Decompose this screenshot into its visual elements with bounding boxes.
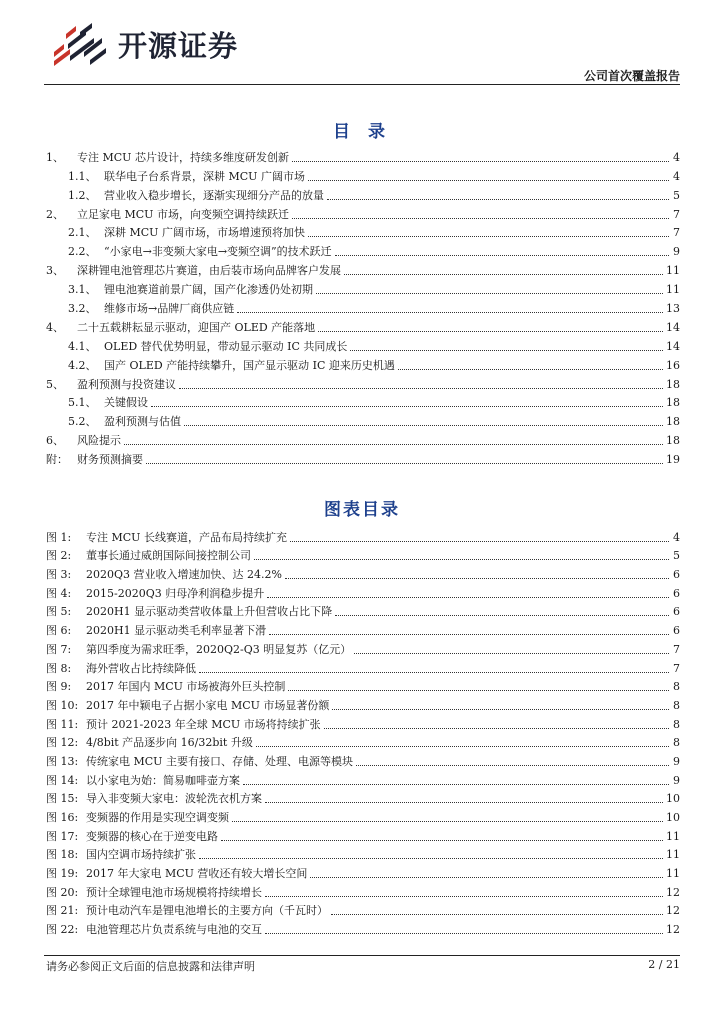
toc-entry-title: 财务预测摘要 <box>77 453 143 467</box>
dot-leader <box>124 444 663 445</box>
figure-index-link[interactable] <box>46 769 680 788</box>
toc-subsection-link[interactable] <box>46 354 680 373</box>
toc-entry-page: 18 <box>666 434 680 448</box>
figure-index-link[interactable] <box>46 694 680 713</box>
toc-subsection-link[interactable] <box>46 278 680 297</box>
figure-title: 2020Q3 营业收入增速加快、达 24.2% <box>86 568 282 582</box>
figure-page: 10 <box>666 811 680 824</box>
figure-page: 11 <box>666 867 680 881</box>
figure-index-list <box>46 526 680 937</box>
figure-page: 12 <box>666 923 680 937</box>
figure-index-link[interactable] <box>46 788 680 807</box>
toc-subsection-link[interactable] <box>46 165 680 184</box>
dot-leader <box>331 914 663 915</box>
figure-number: 图 9: <box>46 680 72 694</box>
toc-entry-page: 16 <box>666 358 680 372</box>
figure-page: 12 <box>666 885 680 899</box>
toc-entry-page: 4 <box>673 169 680 183</box>
figure-number: 图 13: <box>46 754 79 768</box>
page-number: 2 / 21 <box>648 958 680 971</box>
toc-entry-page: 18 <box>666 396 680 410</box>
toc-entry-number: 1.2、 <box>68 188 97 202</box>
dot-leader <box>221 840 663 841</box>
dot-leader <box>308 236 669 237</box>
toc-entry-page: 14 <box>666 339 680 353</box>
toc-subsection-link[interactable] <box>46 240 680 259</box>
figure-number: 图 15: <box>46 792 79 806</box>
dot-leader <box>265 896 663 897</box>
figure-page: 10 <box>666 792 680 806</box>
figure-number: 图 19: <box>46 867 79 881</box>
toc-entry-title: 专注 MCU 芯片设计，持续多维度研发创新 <box>77 150 289 164</box>
dot-leader <box>199 858 663 859</box>
toc-section-link[interactable] <box>46 316 680 335</box>
toc-title: 目 录 <box>333 122 391 142</box>
dot-leader <box>256 746 669 747</box>
dot-leader <box>344 274 663 275</box>
figure-index-link[interactable] <box>46 526 680 545</box>
dot-leader <box>318 331 663 332</box>
figure-title: 专注 MCU 长线赛道，产品布局持续扩充 <box>86 530 287 544</box>
figure-number: 图 5: <box>46 605 72 619</box>
brand-logo <box>50 22 238 66</box>
figure-title: 变频器的核心在于逆变电路 <box>86 829 218 843</box>
toc-entry-page: 5 <box>673 188 680 202</box>
figure-number: 图 12: <box>46 736 79 750</box>
toc-entry-title: 维修市场→品牌厂商供应链 <box>104 302 235 316</box>
figure-title: 2017 年大家电 MCU 营收还有较大增长空间 <box>86 867 308 881</box>
toc-entry-number: 4.2、 <box>68 358 97 372</box>
figure-index-link[interactable] <box>46 750 680 769</box>
figure-index-link[interactable] <box>46 601 680 620</box>
figure-page: 4 <box>673 530 680 544</box>
toc-subsection-link[interactable] <box>46 222 680 241</box>
figure-title: 2015-2020Q3 归母净利润稳步提升 <box>86 586 265 600</box>
toc-section-link[interactable] <box>46 429 680 448</box>
brand-mark-icon <box>50 22 108 66</box>
toc-entry-number: 5.2、 <box>68 415 97 429</box>
figure-page: 8 <box>673 680 680 694</box>
figure-page: 11 <box>666 829 680 843</box>
figure-number: 图 10: <box>46 698 79 712</box>
figure-index-link[interactable] <box>46 844 680 863</box>
figure-page: 6 <box>673 568 680 582</box>
figure-number: 图 11: <box>46 717 79 731</box>
figure-number: 图 21: <box>46 904 79 918</box>
dot-leader <box>269 634 669 635</box>
toc-entry-number: 3.1、 <box>68 283 97 297</box>
figure-number: 图 2: <box>46 549 72 563</box>
toc-section-link[interactable] <box>46 259 680 278</box>
dot-leader <box>332 709 669 710</box>
figure-page: 6 <box>673 586 680 600</box>
dot-leader <box>179 388 663 389</box>
figure-index-title: 图表目录 <box>324 500 400 520</box>
toc-section-link[interactable] <box>46 448 680 467</box>
figure-title: 传统家电 MCU 主要有接口、存储、处理、电源等模块 <box>86 754 353 768</box>
figure-index-link[interactable] <box>46 918 680 937</box>
dot-leader <box>308 180 669 181</box>
figure-title: 以小家电为始：简易咖啡壶方案 <box>86 773 240 787</box>
figure-number: 图 14: <box>46 773 79 787</box>
dot-leader <box>285 578 669 579</box>
figure-number: 图 3: <box>46 568 72 582</box>
toc-entry-title: 风险提示 <box>77 434 121 448</box>
toc-entry-title: 营业收入稳步增长，逐渐实现细分产品的放量 <box>104 188 324 202</box>
toc-entry-title: 联华电子台系背景，深耕 MCU 广阔市场 <box>104 169 305 183</box>
dot-leader <box>232 821 663 822</box>
toc-entry-number: 附： <box>46 453 68 467</box>
figure-page: 5 <box>673 549 680 563</box>
figure-page: 9 <box>673 773 680 787</box>
toc-entry-number: 3.2、 <box>68 302 97 316</box>
figure-page: 8 <box>673 736 680 750</box>
toc-entry-title: 盈利预测与估值 <box>104 415 181 429</box>
figure-index-link[interactable] <box>46 881 680 900</box>
figure-page: 8 <box>673 717 680 731</box>
figure-index-link[interactable] <box>46 657 680 676</box>
figure-title: 国内空调市场持续扩张 <box>86 848 196 862</box>
toc-entry-title: 国产 OLED 产能持续攀升，国产显示驱动 IC 迎来历史机遇 <box>104 358 395 372</box>
toc-entry-title: “小家电→非变频大家电→变频空调”的技术跃迁 <box>104 245 332 259</box>
dot-leader <box>184 425 663 426</box>
figure-index-link[interactable] <box>46 638 680 657</box>
disclaimer-note: 请务必参阅正文后面的信息披露和法律声明 <box>46 960 255 973</box>
dot-leader <box>288 690 669 691</box>
toc-entry-number: 2、 <box>46 207 64 221</box>
header-divider <box>44 84 680 85</box>
toc-entry-number: 5.1、 <box>68 396 97 410</box>
figure-title: 导入非变频大家电：波轮洗衣机方案 <box>86 792 262 806</box>
dot-leader <box>237 312 663 313</box>
dot-leader <box>398 369 663 370</box>
figure-title: 第四季度为需求旺季，2020Q2-Q3 明显复苏（亿元） <box>86 642 352 656</box>
toc-entry-number: 4.1、 <box>68 339 97 353</box>
figure-title: 变频器的作用是实现空调变频 <box>86 811 229 824</box>
figure-index-link[interactable] <box>46 582 680 601</box>
toc-entry-number: 2.1、 <box>68 226 97 240</box>
toc-subsection-link[interactable] <box>46 410 680 429</box>
figure-index-link[interactable] <box>46 713 680 732</box>
dot-leader <box>335 615 669 616</box>
toc-entry-number: 6、 <box>46 434 64 448</box>
toc-entry-page: 18 <box>666 415 680 429</box>
dot-leader <box>265 802 663 803</box>
toc-subsection-link[interactable] <box>46 297 680 316</box>
figure-index-link[interactable] <box>46 825 680 844</box>
toc-entry-number: 1、 <box>46 150 64 164</box>
toc-entry-page: 18 <box>666 377 680 391</box>
toc-entry-number: 3、 <box>46 264 64 278</box>
report-type-label: 公司首次覆盖报告 <box>583 69 680 83</box>
toc-entry-page: 13 <box>666 302 680 316</box>
figure-title: 2017 年中颖电子占据小家电 MCU 市场显著份额 <box>86 698 330 712</box>
toc-entry-title: OLED 替代优势明显，带动显示驱动 IC 共同成长 <box>104 339 348 353</box>
toc-entry-number: 1.1、 <box>68 169 97 183</box>
dot-leader <box>151 406 663 407</box>
figure-number: 图 18: <box>46 848 79 862</box>
figure-number: 图 22: <box>46 923 79 937</box>
figure-number: 图 4: <box>46 586 72 600</box>
toc-entry-title: 盈利预测与投资建议 <box>77 377 176 391</box>
toc-entry-title: 关键假设 <box>104 396 148 410</box>
figure-index-link[interactable] <box>46 676 680 695</box>
dot-leader <box>292 161 669 162</box>
toc-entry-title: 深耕锂电池管理芯片赛道，由后装市场向品牌客户发展 <box>77 264 341 278</box>
dot-leader <box>324 728 669 729</box>
figure-page: 7 <box>673 661 680 675</box>
toc-section-link[interactable] <box>46 373 680 392</box>
figure-index-link[interactable] <box>46 806 680 825</box>
figure-title: 预计 2021-2023 年全球 MCU 市场将持续扩张 <box>86 717 321 731</box>
toc-entry-page: 14 <box>666 320 680 334</box>
figure-index-link[interactable] <box>46 619 680 638</box>
figure-page: 11 <box>666 848 680 862</box>
toc-entry-page: 19 <box>666 453 680 467</box>
dot-leader <box>350 350 663 351</box>
figure-index-link[interactable] <box>46 900 680 919</box>
toc-section-link[interactable] <box>46 203 680 222</box>
figure-title: 2020H1 显示驱动类营收体量上升但营收占比下降 <box>86 605 333 619</box>
toc-entry-page: 4 <box>673 150 680 164</box>
figure-title: 2020H1 显示驱动类毛利率显著下滑 <box>86 624 267 638</box>
figure-title: 预计全球锂电池市场规模将持续增长 <box>86 885 262 899</box>
dot-leader <box>327 199 669 200</box>
toc-subsection-link[interactable] <box>46 184 680 203</box>
figure-title: 预计电动汽车是锂电池增长的主要方向（千瓦时） <box>86 904 328 918</box>
figure-page: 6 <box>673 624 680 638</box>
toc-entry-page: 7 <box>673 207 680 221</box>
figure-title: 董事长通过威朗国际间接控制公司 <box>86 549 251 563</box>
brand-name: 开源证券 <box>118 28 239 63</box>
dot-leader <box>310 877 663 878</box>
footer-divider <box>44 955 680 956</box>
toc-entry-title: 锂电池赛道前景广阔，国产化渗透仍处初期 <box>104 283 313 297</box>
dot-leader <box>146 463 663 464</box>
figure-page: 12 <box>666 904 680 918</box>
figure-title: 4/8bit 产品逐步向 16/32bit 升级 <box>86 736 253 750</box>
figure-index-link[interactable] <box>46 563 680 582</box>
figure-title: 电池管理芯片负责系统与电池的交互 <box>86 923 262 937</box>
figure-number: 图 8: <box>46 661 72 675</box>
figure-page: 6 <box>673 605 680 619</box>
figure-number: 图 7: <box>46 642 72 656</box>
dot-leader <box>335 255 669 256</box>
toc-list <box>46 146 680 467</box>
figure-number: 图 20: <box>46 885 79 899</box>
figure-number: 图 6: <box>46 624 72 638</box>
dot-leader <box>292 218 669 219</box>
dot-leader <box>356 765 669 766</box>
dot-leader <box>243 784 669 785</box>
toc-section-link[interactable] <box>46 146 680 165</box>
figure-title: 2017 年国内 MCU 市场被海外巨头控制 <box>86 680 286 694</box>
toc-subsection-link[interactable] <box>46 335 680 354</box>
figure-number: 图 17: <box>46 829 79 843</box>
dot-leader <box>267 597 669 598</box>
figure-number: 图 16: <box>46 811 79 824</box>
toc-entry-number: 2.2、 <box>68 245 97 259</box>
dot-leader <box>254 559 669 560</box>
toc-entry-page: 11 <box>666 283 680 297</box>
toc-entry-title: 二十五载耕耘显示驱动，迎国产 OLED 产能落地 <box>77 320 316 334</box>
figure-page: 8 <box>673 698 680 712</box>
figure-index-link[interactable] <box>46 732 680 751</box>
dot-leader <box>290 541 669 542</box>
dot-leader <box>265 933 663 934</box>
toc-entry-page: 11 <box>666 264 680 278</box>
figure-number: 图 1: <box>46 530 72 544</box>
toc-entry-title: 深耕 MCU 广阔市场，市场增速预将加快 <box>104 226 305 240</box>
toc-entry-page: 9 <box>673 245 680 259</box>
toc-entry-number: 4、 <box>46 320 64 334</box>
figure-title: 海外营收占比持续降低 <box>86 661 196 675</box>
figure-page: 9 <box>673 754 680 768</box>
toc-subsection-link[interactable] <box>46 392 680 411</box>
dot-leader <box>316 293 663 294</box>
toc-entry-page: 7 <box>673 226 680 240</box>
toc-entry-number: 5、 <box>46 377 64 391</box>
toc-entry-title: 立足家电 MCU 市场，向变频空调持续跃迁 <box>77 207 289 221</box>
figure-index-link[interactable] <box>46 862 680 881</box>
figure-index-link[interactable] <box>46 545 680 564</box>
figure-page: 7 <box>673 642 680 656</box>
dot-leader <box>199 672 669 673</box>
dot-leader <box>354 653 669 654</box>
